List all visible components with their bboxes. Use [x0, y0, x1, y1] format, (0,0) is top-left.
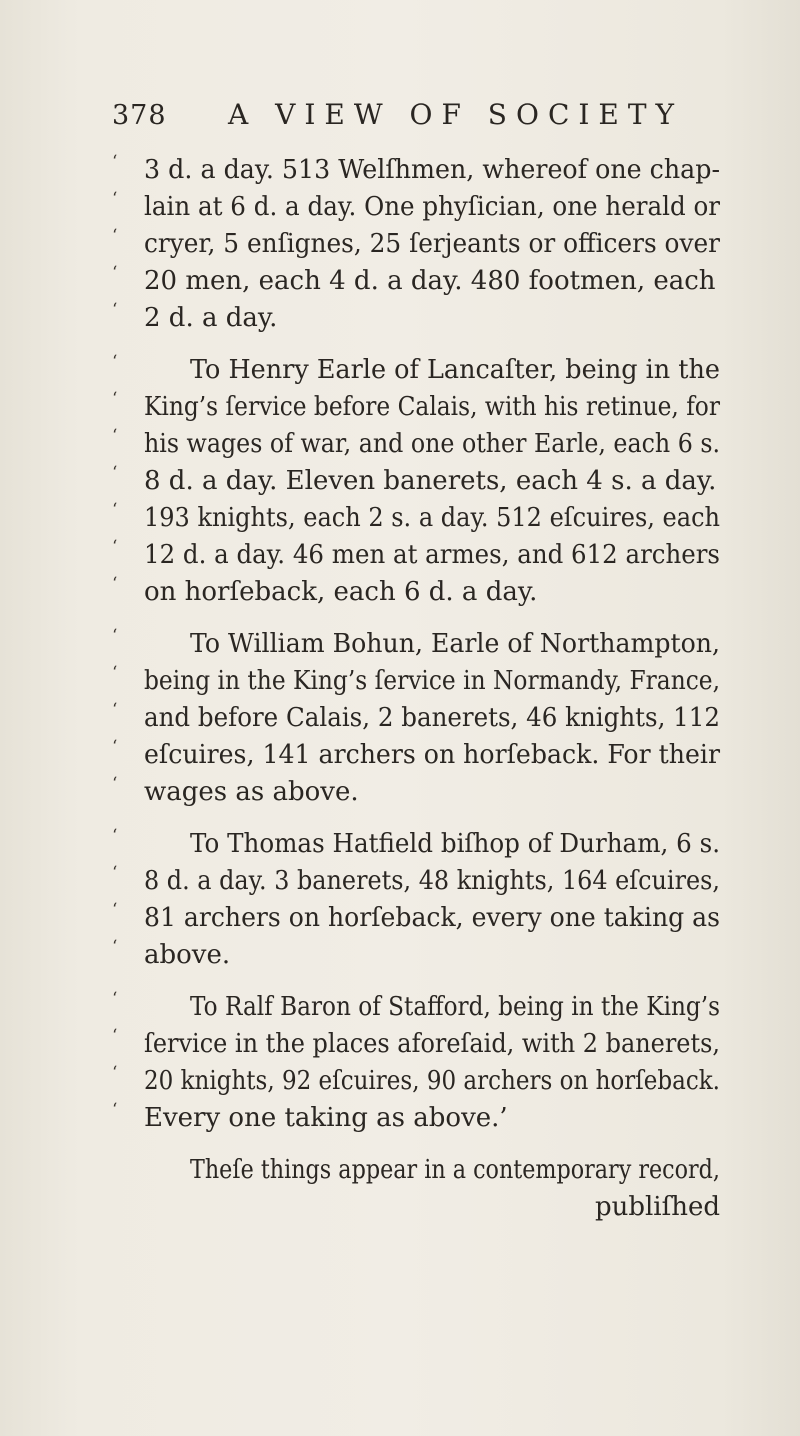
- quotation-mark: ‘: [112, 1100, 118, 1120]
- quotation-mark: ‘: [112, 263, 118, 283]
- text-line: [110, 937, 720, 974]
- quotation-mark: ‘: [112, 189, 118, 209]
- line-text: To Thomas Hatfield biſhop of Durham, 6 s.: [190, 829, 721, 859]
- line-text: 20 men, each 4 d. a day. 480 footmen, each: [144, 266, 716, 296]
- running-title: A VIEW OF SOCIETY: [228, 98, 684, 131]
- line-text: publiſhed: [594, 1192, 720, 1222]
- quotation-mark: ‘: [112, 500, 118, 520]
- text-line: [110, 989, 720, 1026]
- text-line: [110, 774, 720, 811]
- line-text: To William Bohun, Earle of Northampton,: [190, 629, 721, 659]
- line-text: 20 knights, 92 eſcuires, 90 archers on horſeback.: [144, 1066, 721, 1096]
- quotation-mark: ‘: [112, 537, 118, 557]
- quotation-mark: ‘: [112, 900, 118, 920]
- text-line: [110, 300, 720, 337]
- text-line: [110, 263, 720, 300]
- line-text: 2 d. a day.: [144, 303, 278, 333]
- quotation-mark: ‘: [112, 1063, 118, 1083]
- line-text: Theſe things appear in a contemporary record,: [190, 1155, 720, 1185]
- quotation-mark: ‘: [112, 774, 118, 794]
- line-text: To Henry Earle of Lancaſter, being in the: [190, 355, 721, 385]
- line-text: To Ralf Baron of Stafford, being in the King’s: [190, 992, 720, 1022]
- line-text: 3 d. a day. 513 Welſhmen, whereof one chap-: [144, 155, 721, 185]
- line-text: cryer, 5 enſignes, 25 ſerjeants or officers over: [144, 229, 721, 259]
- quotation-mark: ‘: [112, 700, 118, 720]
- quotation-mark: ‘: [112, 989, 118, 1009]
- text-line: [110, 737, 720, 774]
- line-text: 8 d. a day. Eleven banerets, each 4 s. a day.: [144, 466, 717, 496]
- line-text: being in the King’s ſervice in Normandy, France,: [144, 666, 721, 696]
- line-text: and before Calais, 2 banerets, 46 knights, 112: [144, 703, 720, 733]
- quotation-mark: ‘: [112, 863, 118, 883]
- line-text: Every one taking as above.’: [144, 1103, 508, 1133]
- quotation-mark: ‘: [112, 626, 118, 646]
- text-line: [110, 1189, 720, 1226]
- text-line: [110, 1026, 720, 1063]
- text-line: [110, 1152, 720, 1189]
- text-line: [110, 500, 720, 537]
- quotation-mark: ‘: [112, 352, 118, 372]
- quotation-mark: ‘: [112, 1026, 118, 1046]
- line-text: above.: [144, 940, 231, 970]
- quotation-mark: ‘: [112, 463, 118, 483]
- quotation-mark: ‘: [112, 300, 118, 320]
- text-line: [110, 663, 720, 700]
- page-header: [112, 92, 752, 144]
- text-line: [110, 463, 720, 500]
- text-line: [110, 152, 720, 189]
- line-text: ſervice in the places aforeſaid, with 2 banerets,: [144, 1029, 721, 1059]
- line-text: eſcuires, 141 archers on horſeback. For their: [144, 740, 720, 770]
- text-line: [110, 826, 720, 863]
- quotation-mark: ‘: [112, 663, 118, 683]
- quotation-mark: ‘: [112, 826, 118, 846]
- text-line: [110, 900, 720, 937]
- page-number: 378: [112, 100, 167, 131]
- quotation-mark: ‘: [112, 574, 118, 594]
- line-text: King’s ſervice before Calais, with his retinue, for: [144, 392, 720, 422]
- paragraph: [110, 352, 720, 611]
- text-line: [110, 863, 720, 900]
- quotation-mark: ‘: [112, 426, 118, 446]
- text-line: [110, 537, 720, 574]
- text-line: [110, 626, 720, 663]
- text-line: [110, 1100, 720, 1137]
- text-line: [110, 389, 720, 426]
- text-line: [110, 700, 720, 737]
- line-text: 81 archers on horſeback, every one taking as: [144, 903, 721, 933]
- text-line: [110, 574, 720, 611]
- quotation-mark: ‘: [112, 937, 118, 957]
- line-text: his wages of war, and one other Earle, each 6 s.: [144, 429, 721, 459]
- text-line: [110, 1063, 720, 1100]
- text-line: [110, 352, 720, 389]
- line-text: wages as above.: [144, 777, 359, 807]
- quotation-mark: ‘: [112, 737, 118, 757]
- body-text: [110, 152, 720, 1226]
- quotation-mark: ‘: [112, 152, 118, 172]
- line-text: 12 d. a day. 46 men at armes, and 612 archers: [144, 540, 720, 570]
- text-line: [110, 226, 720, 263]
- paragraph: [110, 1152, 720, 1226]
- text-line: [110, 426, 720, 463]
- paragraph: [110, 989, 720, 1137]
- quotation-mark: ‘: [112, 389, 118, 409]
- paragraph: [110, 826, 720, 974]
- paragraph: [110, 626, 720, 811]
- text-line: [110, 189, 720, 226]
- line-text: on horſeback, each 6 d. a day.: [144, 577, 538, 607]
- line-text: 193 knights, each 2 s. a day. 512 eſcuires, each: [144, 503, 720, 533]
- line-text: 8 d. a day. 3 banerets, 48 knights, 164 eſcuires,: [144, 866, 721, 896]
- line-text: lain at 6 d. a day. One phyſician, one herald or: [144, 192, 721, 222]
- paragraph: [110, 152, 720, 337]
- quotation-mark: ‘: [112, 226, 118, 246]
